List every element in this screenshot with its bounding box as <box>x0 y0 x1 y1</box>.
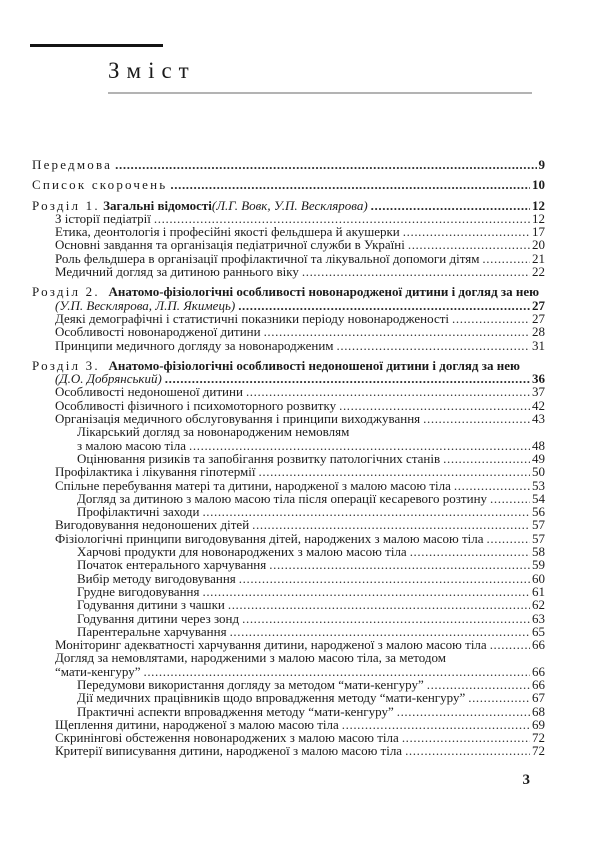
toc-entry-label: Медичний догляд за дитиною раннього віку <box>55 264 299 280</box>
toc-entry <box>32 265 545 278</box>
toc-entry-label: Роль фельдшера в організації профілактичної та лікувальної допомоги дітям <box>55 250 480 266</box>
toc-entry-label: Вибір методу вигодовування <box>77 570 236 586</box>
dot-leader <box>482 252 530 265</box>
chapter-authors: (Л.Г. Вовк, У.П. Весклярова) <box>211 197 368 213</box>
toc-page-number: 21 <box>532 250 545 266</box>
toc-entry <box>32 439 545 452</box>
title-underline <box>108 92 532 94</box>
toc-entry <box>32 505 545 518</box>
toc-entry <box>32 744 545 757</box>
page-title: Зміст <box>108 58 196 83</box>
dot-leader <box>490 492 530 505</box>
toc-page-number: 37 <box>532 384 545 400</box>
toc-page-number: 67 <box>532 690 545 706</box>
toc-page-number: 59 <box>532 557 545 573</box>
toc-entry <box>32 385 545 398</box>
toc-entry <box>32 452 545 465</box>
toc-page-number: 57 <box>532 530 545 546</box>
toc-entry <box>32 479 545 492</box>
toc-entry <box>32 638 545 651</box>
dot-leader <box>443 452 530 465</box>
dot-leader <box>452 312 530 325</box>
dot-leader <box>408 238 530 251</box>
dot-leader <box>189 439 530 452</box>
toc-entry-label: Моніторинг адекватності харчування дитини, народженої з малою масою тіла <box>55 637 487 653</box>
dot-leader <box>427 678 530 691</box>
toc-page-number: 66 <box>532 663 545 679</box>
dot-leader <box>259 465 530 478</box>
toc-entry <box>32 312 545 325</box>
toc-page-number: 72 <box>532 743 545 759</box>
dot-leader <box>410 545 530 558</box>
toc-entry-label: Початок ентерального харчування <box>77 557 267 573</box>
toc-entry <box>32 612 545 625</box>
dot-leader <box>490 638 530 651</box>
toc-page-number: 50 <box>532 464 545 480</box>
dot-leader <box>403 225 530 238</box>
page-header <box>32 44 545 94</box>
dot-leader <box>252 518 530 531</box>
toc-page-number: 57 <box>532 517 545 533</box>
dot-leader <box>228 598 530 611</box>
toc-entry <box>32 625 545 638</box>
dot-leader <box>230 625 530 638</box>
dot-leader <box>242 612 530 625</box>
toc-entry-label: Догляд за дитиною з малою масою тіла після операції кесаревого розтину <box>77 490 488 506</box>
toc-page-number: 69 <box>532 716 545 732</box>
dot-leader <box>238 299 530 312</box>
toc-entry-label: Критерії виписування дитини, народженої з малою масою тіла <box>55 743 403 759</box>
toc-entry-label: З історії педіатрії <box>55 210 151 226</box>
toc-entry <box>32 225 545 238</box>
dot-leader <box>115 158 536 171</box>
toc-entry-label: Вигодовування недоношених дітей <box>55 517 250 533</box>
toc-entry-label: Профілактичні заходи <box>77 504 200 520</box>
toc-entry <box>32 399 545 412</box>
toc-entry <box>32 425 545 438</box>
toc-entry-label: Деякі демографічні і статистичні показники періоду новонародженості <box>55 310 450 326</box>
toc-entry <box>32 212 545 225</box>
dot-leader <box>143 665 530 678</box>
dot-leader <box>337 339 531 352</box>
toc-entry <box>32 731 545 744</box>
toc-page-number: 68 <box>532 703 545 719</box>
chapter-title: Анатомо-фізіологічні особливості недоношеної дитини і догляд за нею <box>105 357 520 373</box>
toc-page-number: 17 <box>532 224 545 240</box>
toc-list <box>32 158 545 758</box>
chapter-prefix: Розділ 2. <box>32 284 106 300</box>
toc-entry-label: Лікарський догляд за новонародженим немовлям <box>77 424 350 440</box>
toc-entry <box>32 651 545 664</box>
dot-leader <box>339 399 530 412</box>
top-rule <box>30 44 163 47</box>
dot-leader <box>468 691 530 704</box>
toc-entry <box>32 545 545 558</box>
toc-entry <box>32 178 545 191</box>
toc-entry <box>32 158 545 171</box>
toc-page-number: 28 <box>532 324 545 340</box>
chapter-authors: (Д.О. Добрянський) <box>55 371 162 387</box>
toc-page-number: 22 <box>532 264 545 280</box>
toc-entry-label: Щеплення дитини, народженої з малою масою тіла <box>55 716 339 732</box>
dot-leader <box>202 585 530 598</box>
dot-leader <box>239 572 530 585</box>
toc-entry-label: Спільне перебування матері та дитини, народженої з малою масою тіла <box>55 477 451 493</box>
chapter-prefix: Розділ 3. <box>32 357 106 373</box>
toc-entry <box>32 492 545 505</box>
toc-page-number: 27 <box>532 297 545 313</box>
toc-entry-label: Фізіологічні принципи вигодовування дітей, народжених з малою масою тіла <box>55 530 484 546</box>
toc-page-number: 61 <box>532 583 545 599</box>
toc-entry <box>32 598 545 611</box>
toc-entry <box>32 372 545 385</box>
toc-entry-label: Скринінгові обстеження новонароджених з малою масою тіла <box>55 730 399 746</box>
toc-page-number: 36 <box>532 371 545 387</box>
toc-page-number: 42 <box>532 397 545 413</box>
toc-entry <box>32 558 545 571</box>
toc-entry <box>32 465 545 478</box>
toc-entry <box>32 238 545 251</box>
dot-leader <box>154 212 530 225</box>
dot-leader <box>397 705 530 718</box>
toc-entry-label: Принципи медичного догляду за новонародженим <box>55 337 334 353</box>
toc-entry-label: Основні завдання та організація педіатричної служби в Україні <box>55 237 405 253</box>
dot-leader <box>454 479 530 492</box>
toc-entry <box>32 572 545 585</box>
toc-entry <box>32 412 545 425</box>
dot-leader <box>202 505 530 518</box>
toc-page-number: 12 <box>532 197 545 213</box>
toc-entry-label: Організація медичного обслуговування і принципи виходжування <box>55 411 421 427</box>
dot-leader <box>405 744 530 757</box>
page-number: 3 <box>522 771 530 788</box>
dot-leader <box>165 372 530 385</box>
toc-page-number: 62 <box>532 597 545 613</box>
toc-page-number: 72 <box>532 730 545 746</box>
toc-page-number: 12 <box>532 210 545 226</box>
toc-page-number: 63 <box>532 610 545 626</box>
toc-page-number: 49 <box>532 450 545 466</box>
toc-entry <box>32 678 545 691</box>
dot-leader <box>246 385 530 398</box>
toc-entry <box>32 299 545 312</box>
toc-page-number: 10 <box>532 177 545 193</box>
toc-page-number: 53 <box>532 477 545 493</box>
toc-page-number: 66 <box>532 676 545 692</box>
dot-leader <box>269 558 530 571</box>
dot-leader <box>423 412 530 425</box>
toc-entry-label: Особливості новонародженої дитини <box>55 324 261 340</box>
toc-page-number: 56 <box>532 504 545 520</box>
dot-leader <box>487 532 530 545</box>
dot-leader <box>402 731 530 744</box>
toc-entry-label: Догляд за немовлятами, народженими з малою масою тіла, за методом <box>55 650 447 666</box>
toc-entry <box>32 325 545 338</box>
toc-page-number: 58 <box>532 544 545 560</box>
dot-leader <box>264 325 530 338</box>
toc-entry-label: Практичні аспекти впровадження методу “мати-кенгуру” <box>77 703 394 719</box>
toc-entry-label: Дії медичних працівників щодо впровадження методу “мати-кенгуру” <box>77 690 466 706</box>
toc-page-number: 54 <box>532 490 545 506</box>
toc-entry-label: Етика, деонтологія і професійні якості фельдшера й акушерки <box>55 224 400 240</box>
chapter-prefix: Розділ 1. <box>32 197 100 213</box>
toc-entry-label: Оцінювання ризиків та запобігання розвитку патологічних станів <box>77 450 441 466</box>
toc-entry <box>32 285 545 298</box>
toc-entry-label: Особливості недоношеної дитини <box>55 384 243 400</box>
toc-entry-label: Годування дитини з чашки <box>77 597 225 613</box>
toc-entry-label: Профілактика і лікування гіпотермії <box>55 464 256 480</box>
chapter-title: Анатомо-фізіологічні особливості новонародженої дитини і догляд за нею <box>105 284 540 300</box>
toc-entry <box>32 199 545 212</box>
chapter-authors: (У.П. Весклярова, Л.П. Якимець) <box>55 297 236 313</box>
toc-page-number: 27 <box>532 310 545 326</box>
toc-entry-label: Передумови використання догляду за методом “мати-кенгуру” <box>77 676 424 692</box>
toc-page-number: 60 <box>532 570 545 586</box>
toc-entry-label-continued: з малою масою тіла <box>77 437 187 453</box>
toc-entry <box>32 518 545 531</box>
toc-entry-label: Харчові продукти для новонароджених з малою масою тіла <box>77 544 407 560</box>
toc-entry <box>32 585 545 598</box>
toc-entry-label: Парентеральне харчування <box>77 623 227 639</box>
toc-entry <box>32 532 545 545</box>
dot-leader <box>371 199 530 212</box>
toc-entry <box>32 718 545 731</box>
toc-page-number: 48 <box>532 437 545 453</box>
toc-page-number: 43 <box>532 411 545 427</box>
toc-page-number: 20 <box>532 237 545 253</box>
dot-leader <box>302 265 530 278</box>
toc-page-number: 31 <box>532 337 545 353</box>
toc-entry-label: Годування дитини через зонд <box>77 610 240 626</box>
toc-entry <box>32 252 545 265</box>
toc-entry <box>32 339 545 352</box>
dot-leader <box>170 178 530 191</box>
toc-entry <box>32 705 545 718</box>
toc-page-number: 66 <box>532 637 545 653</box>
toc-entry-label-continued: “мати-кенгуру” <box>55 663 141 679</box>
chapter-title: Загальні відомості <box>99 197 212 213</box>
toc-entry <box>32 691 545 704</box>
toc-entry-label: Грудне вигодовування <box>77 583 200 599</box>
toc-entry <box>32 665 545 678</box>
toc-entry <box>32 359 545 372</box>
dot-leader <box>342 718 530 731</box>
toc-page-number: 9 <box>538 157 545 172</box>
toc-page-number: 65 <box>532 623 545 639</box>
toc-entry-label: Список скорочень <box>32 177 168 193</box>
toc-entry-label: Передмова <box>32 157 113 172</box>
toc-entry-label: Особливості фізичного і психомоторного розвитку <box>55 397 337 413</box>
